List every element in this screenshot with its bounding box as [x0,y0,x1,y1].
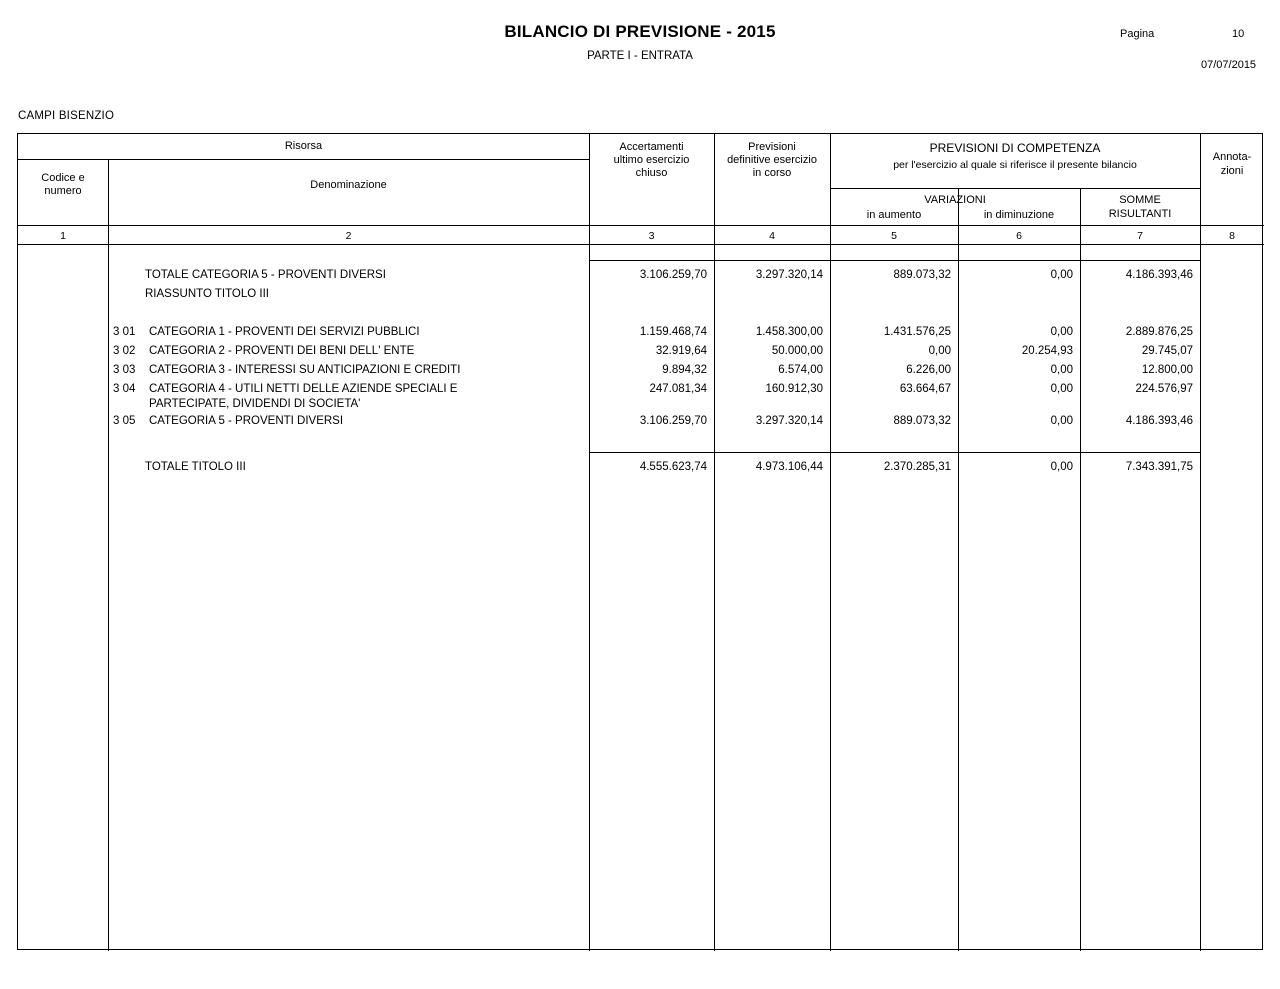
table-row [18,287,1262,304]
row-aumento: 889.073,32 [893,269,951,281]
header-competenza-sub: per l'esercizio al quale si riferisce il presente bilancio [893,159,1137,171]
row-denomination: CATEGORIA 3 - INTERESSI SU ANTICIPAZIONI E CREDITI [149,364,461,376]
column-number-8: 8 [1229,230,1235,242]
header-denominazione: Denominazione [310,179,387,191]
document-date: 07/07/2015 [1201,59,1257,71]
column-number-7: 7 [1137,230,1143,242]
header-divider-competenza [830,188,1200,189]
column-number-2: 2 [345,230,352,242]
page-title: BILANCIO DI PREVISIONE - 2015 [504,22,776,41]
row-aumento: 889.073,32 [893,415,951,427]
row-accertamenti: 3.106.259,70 [639,415,707,427]
header-somme-line2: RISULTANTI [1108,208,1172,220]
row-code: 3 01 [113,326,136,338]
header-codice-line1: Codice e [41,172,85,184]
table-row [18,363,1262,380]
row-previsioni: 4.973.106,44 [755,461,823,473]
row-somme: 7.343.391,75 [1125,461,1193,473]
column-divider-resource [589,134,590,951]
row-accertamenti: 247.081,34 [649,383,707,395]
header-somme-line1: SOMME [1119,194,1161,206]
table-row [18,460,1262,477]
header-accertamenti-line1: Accertamenti [619,141,684,153]
column-number-4: 4 [769,230,775,242]
row-aumento: 1.431.576,25 [883,326,951,338]
row-code: 3 03 [113,364,136,376]
row-denomination: TOTALE TITOLO III [145,461,246,473]
row-denomination: TOTALE CATEGORIA 5 - PROVENTI DIVERSI [145,269,386,281]
row-denomination: CATEGORIA 1 - PROVENTI DEI SERVIZI PUBBLICI [149,326,420,338]
column-number-5: 5 [891,230,897,242]
header-annotazioni-line2: zioni [1220,165,1244,177]
budget-table [17,133,1263,950]
header-accertamenti-line2: ultimo esercizio [613,154,690,166]
row-previsioni: 1.458.300,00 [755,326,823,338]
page-number: 10 [1232,28,1245,40]
table-row [18,382,1262,412]
row-diminuzione: 0,00 [1050,269,1073,281]
header-competenza-title: PREVISIONI DI COMPETENZA [929,141,1101,155]
row-code: 3 05 [113,415,136,427]
column-number-3: 3 [648,230,655,242]
table-row [18,268,1262,285]
header-accertamenti-line3: chiuso [635,167,668,179]
row-accertamenti: 1.159.468,74 [639,326,707,338]
header-variazioni-aumento: in aumento [866,209,922,221]
row-diminuzione: 0,00 [1050,326,1073,338]
row-somme: 12.800,00 [1141,364,1193,376]
header-divider-risorsa [18,159,589,160]
row-code: 3 02 [113,345,136,357]
row-denomination: CATEGORIA 5 - PROVENTI DIVERSI [149,415,344,427]
row-denomination: CATEGORIA 4 - UTILI NETTI DELLE AZIENDE SPECIALI E [149,383,458,395]
row-diminuzione: 0,00 [1050,461,1073,473]
table-row [18,325,1262,342]
row-somme: 4.186.393,46 [1125,415,1193,427]
row-previsioni: 50.000,00 [771,345,823,357]
row-denomination: CATEGORIA 2 - PROVENTI DEI BENI DELL' ENTE [149,345,415,357]
header-previsioni-line2: definitive esercizio [727,154,817,166]
row-somme: 2.889.876,25 [1125,326,1193,338]
header-annotazioni-line1: Annota- [1212,151,1252,163]
row-somme: 4.186.393,46 [1125,269,1193,281]
page-label: Pagina [1120,28,1155,40]
row-accertamenti: 9.894,32 [662,364,707,376]
row-code: 3 04 [113,383,136,395]
row-previsioni: 3.297.320,14 [755,269,823,281]
row-previsioni: 6.574,00 [778,364,823,376]
row-accertamenti: 3.106.259,70 [639,269,707,281]
row-aumento: 2.370.285,31 [883,461,951,473]
page-subtitle: PARTE I - ENTRATA [587,50,693,62]
table-row [18,344,1262,361]
row-diminuzione: 20.254,93 [1021,345,1073,357]
row-diminuzione: 0,00 [1050,415,1073,427]
row-accertamenti: 4.555.623,74 [639,461,707,473]
row-somme: 29.745,07 [1141,345,1193,357]
header-bottom-divider [18,225,1264,226]
row-previsioni: 3.297.320,14 [755,415,823,427]
row-divider-top-total [589,260,1200,261]
column-divider-accertamenti [714,134,715,951]
column-number-1: 1 [60,230,66,242]
row-aumento: 63.664,67 [899,383,951,395]
row-denomination: RIASSUNTO TITOLO III [145,288,269,300]
column-divider-somme [1200,134,1201,951]
column-divider-previsioni [830,134,831,951]
header-variazioni: VARIAZIONI [924,194,986,206]
row-denomination-continued: PARTECIPATE, DIVIDENDI DI SOCIETA' [149,398,361,410]
row-previsioni: 160.912,30 [765,383,823,395]
header-risorsa: Risorsa [284,140,323,152]
table-row [18,414,1262,431]
row-somme: 224.576,97 [1135,383,1193,395]
column-number-divider [18,244,1264,245]
header-previsioni-line1: Previsioni [748,141,796,153]
row-accertamenti: 32.919,64 [655,345,707,357]
row-aumento: 6.226,00 [906,364,951,376]
column-number-6: 6 [1016,230,1022,242]
header-variazioni-diminuzione: in diminuzione [983,209,1055,221]
entity-name: CAMPI BISENZIO [18,110,115,122]
header-previsioni-line3: in corso [752,167,792,179]
row-diminuzione: 0,00 [1050,364,1073,376]
row-aumento: 0,00 [928,345,951,357]
row-diminuzione: 0,00 [1050,383,1073,395]
row-divider-total-titolo [589,452,1200,453]
header-codice-line2: numero [44,185,82,197]
